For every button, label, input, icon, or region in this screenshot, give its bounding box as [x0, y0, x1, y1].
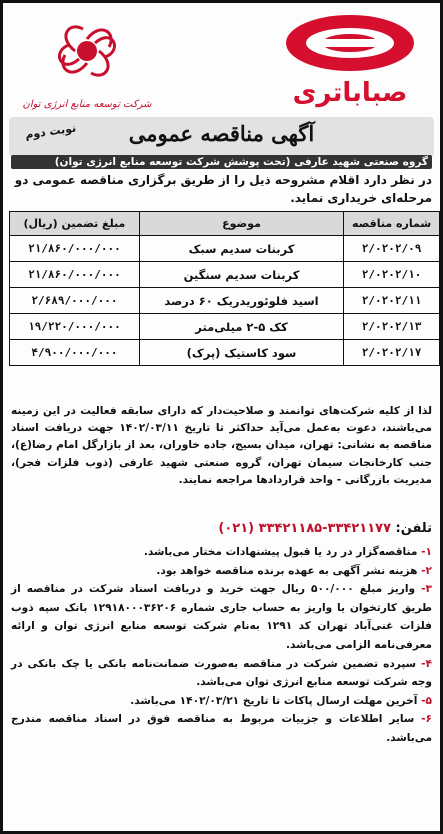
- list-item: [11, 655, 432, 692]
- table-row: [10, 314, 440, 340]
- tender-number: ۲/۰۲۰۲/۱۳: [344, 314, 440, 340]
- tender-subject: کربنات سدیم سبک: [139, 236, 343, 262]
- header: [3, 3, 440, 117]
- column-header-amount: مبلغ تضمین (ریال): [10, 212, 140, 236]
- tender-number: ۲/۰۲۰۲/۱۱: [344, 288, 440, 314]
- list-item: [11, 543, 432, 562]
- item-text: هزینه نشر آگهی به عهده برنده مناقصه خواهد بود.: [156, 564, 418, 577]
- column-header-subject: موضوع: [139, 212, 343, 236]
- item-text: واریز مبلغ ۵۰۰/۰۰۰ ریال جهت خرید و دریافت اسناد شرکت در مناقصه از طریق کارتخوان یا واریز به حساب جاری شماره ۱۲۹۱۸۰۰۰۳۶۲۰۶ بانک سپه ذوب فلزات غنی‌آباد تهران کد ۱۲۹۱ به‌نام شرکت توسعه منابع انرژی توان و ارائه معرفی‌نامه الزامی می‌باشد.: [11, 583, 432, 651]
- brand-name: صباباتری: [292, 78, 408, 108]
- round-label: نوبت دوم: [24, 121, 77, 142]
- tender-subject: اسید فلوئوریدریک ۶۰ درصد: [139, 288, 343, 314]
- list-item: [11, 562, 432, 581]
- list-item: [11, 692, 432, 711]
- tender-subject: کک ۵-۲ میلی‌متر: [139, 314, 343, 340]
- table-row: [10, 236, 440, 262]
- conditions-list: [11, 543, 432, 748]
- invitation-paragraph: لذا از کلیه شرکت‌های توانمند و صلاحیت‌دار که دارای سابقه فعالیت در این زمینه می‌باشند، دعوت به‌عمل می‌آید حداکثر تا تاریخ ۱۴۰۲/۰۳/۱۱ جهت دریافت اسناد مناقصه به نشانی: تهران، میدان بسیج، جاده خاوران، بعد از بازارگل امام رضا(ع)، جنب کارخانجات سیمان تهران، گروه صنعتی شهید عارفی (ذوب فلزات فجر)، مدیریت بازرگانی - واحد قراردادها مراجعه نمایند.: [11, 405, 432, 486]
- column-header-number: شماره مناقصه: [344, 212, 440, 236]
- tender-number: ۲/۰۲۰۲/۱۷: [344, 340, 440, 366]
- item-mark: ۱-: [421, 546, 432, 558]
- item-mark: ۶-: [421, 713, 432, 726]
- guarantee-amount: ۴/۹۰۰/۰۰۰/۰۰۰: [10, 340, 140, 366]
- table-row: [10, 340, 440, 366]
- item-text: سایر اطلاعات و جزییات مربوط به مناقصه فوق در اسناد مناقصه مندرج می‌باشد.: [11, 713, 432, 744]
- table-row: [10, 262, 440, 288]
- tender-subject: کربنات سدیم سنگین: [139, 262, 343, 288]
- page-title: آگهی مناقصه عمومی: [128, 121, 315, 146]
- guarantee-amount: ۲۱/۸۶۰/۰۰۰/۰۰۰: [10, 262, 140, 288]
- saba-battery-logo: [266, 9, 434, 111]
- guarantee-amount: ۱۹/۲۲۰/۰۰۰/۰۰۰: [10, 314, 140, 340]
- guarantee-amount: ۲۱/۸۶۰/۰۰۰/۰۰۰: [10, 236, 140, 262]
- item-text: سپرده تضمین شرکت در مناقصه به‌صورت ضمانت‌نامه بانکی یا چک بانکی در وجه شرکت توسعه منابع انرژی توان می‌باشد.: [11, 657, 432, 689]
- intro-text: در نظر دارد اقلام مشروحه ذیل را از طریق برگزاری مناقصه عمومی دو مرحله‌ای خریداری نماید.: [14, 173, 432, 205]
- item-mark: ۳-: [421, 583, 432, 596]
- list-item: [11, 710, 432, 747]
- phone-line: [11, 521, 432, 536]
- tender-subject: سود کاستیک (پرک): [139, 340, 343, 366]
- phone-numbers: ۳۳۴۲۱۱۷۷-۳۳۴۲۱۱۸۵ (۰۲۱): [218, 521, 392, 536]
- item-text: آخرین مهلت ارسال پاکات تا تاریخ ۱۴۰۲/۰۳/۲۱ می‌باشد.: [130, 694, 418, 707]
- item-mark: ۵-: [421, 694, 432, 707]
- list-item: [11, 580, 432, 654]
- item-mark: ۴-: [421, 657, 432, 670]
- holding-name: شرکت توسعه منابع انرژی توان: [22, 99, 152, 110]
- tavan-holding-logo: [17, 9, 157, 115]
- table-row: [10, 288, 440, 314]
- company-subtitle: گروه صنعتی شهید عارفی (تحت پوشش شرکت توسعه منابع انرژی توان): [11, 155, 432, 169]
- tender-number: ۲/۰۲۰۲/۱۰: [344, 262, 440, 288]
- item-text: مناقصه‌گزار در رد یا قبول پیشنهادات مختار می‌باشد.: [143, 546, 418, 558]
- tender-table: [9, 211, 440, 366]
- table-header-row: [10, 212, 440, 236]
- tender-number: ۲/۰۲۰۲/۰۹: [344, 236, 440, 262]
- item-mark: ۲-: [421, 564, 432, 577]
- guarantee-amount: ۲/۶۸۹/۰۰۰/۰۰۰: [10, 288, 140, 314]
- phone-label: تلفن:: [395, 521, 432, 536]
